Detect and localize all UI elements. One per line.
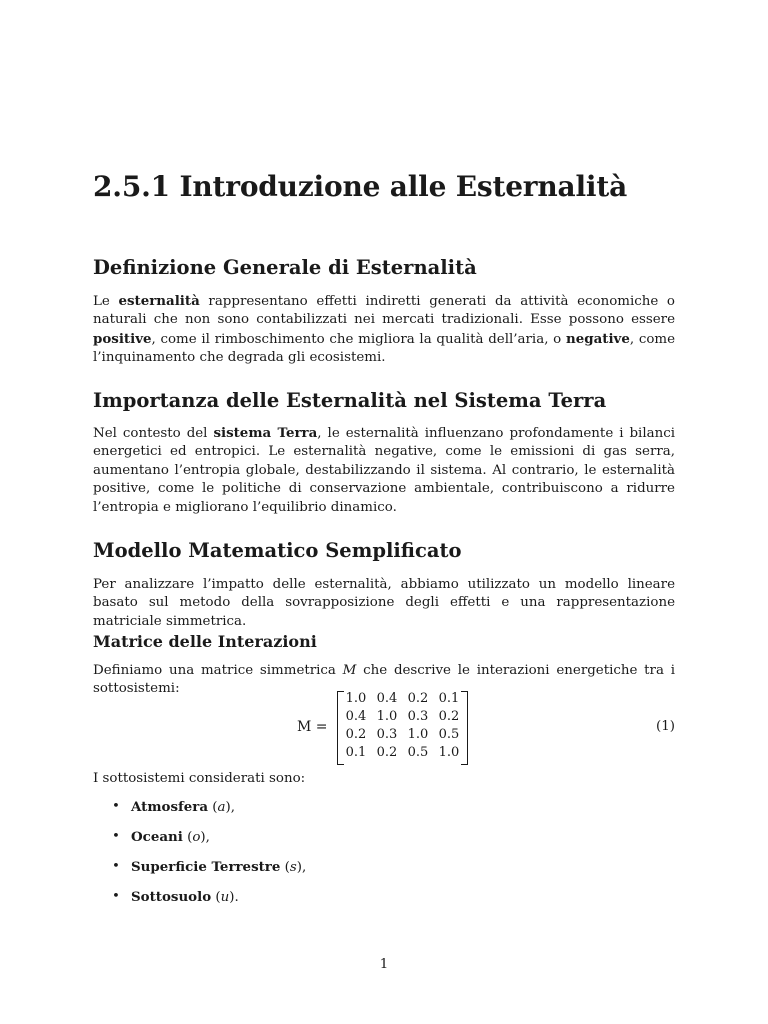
matrix-cell: 0.2 [376, 745, 398, 760]
matrix-cell: 1.0 [438, 745, 460, 760]
matrix-cell: 0.3 [407, 709, 429, 724]
symbol-m: M [342, 663, 357, 678]
subheading-matrice: Matrice delle Interazioni [93, 632, 317, 651]
matrix-cell: 0.5 [407, 745, 429, 760]
section-title: 2.5.1 Introduzione alle Esternalità [93, 170, 628, 203]
bullet-icon: • [112, 799, 120, 814]
subsystem-list [93, 798, 306, 918]
paragraph-list-intro: I sottosistemi considerati sono: [93, 771, 306, 786]
list-item: • Superficie Terrestre (s), [112, 859, 307, 875]
matrix-cell: 0.1 [438, 691, 460, 706]
bullet-icon: • [112, 829, 120, 844]
page-number: 1 [379, 957, 389, 972]
heading-definizione: Definizione Generale di Esternalità [93, 256, 477, 279]
matrix-cell: 1.0 [407, 727, 429, 742]
term-esternalita: esternalità [118, 293, 200, 309]
list-item: • Atmosfera (a), [112, 799, 235, 815]
bullet-icon: • [112, 859, 120, 874]
bullet-icon: • [112, 889, 120, 904]
matrix-cell: 0.1 [345, 745, 367, 760]
paragraph-modello: Per analizzare l’impatto delle esternalità, abbiamo utilizzato un modello lineare basato sul metodo della sovrapposizione degli effetti e una rappresentazione matriciale simmetrica. [93, 577, 675, 629]
paragraph-matrice: Definiamo una matrice simmetrica M che descrive le interazioni energetiche tra i sottosistemi: [93, 663, 675, 697]
matrix-cell: 0.2 [407, 691, 429, 706]
heading-importanza: Importanza delle Esternalità nel Sistema Terra [93, 389, 607, 412]
matrix-cell: 0.3 [376, 727, 398, 742]
term-positive: positive [93, 330, 152, 347]
matrix-cell: 0.4 [376, 691, 398, 706]
equation-lhs: M = [297, 719, 328, 735]
term-negative: negative [565, 330, 630, 347]
list-item: • Oceani (o), [112, 829, 210, 845]
matrix-cell: 1.0 [376, 709, 398, 724]
matrix-cell: 0.5 [438, 727, 460, 742]
equation-number: (1) [656, 719, 675, 734]
list-item: • Sottosuolo (u). [112, 889, 239, 905]
matrix-equation [93, 690, 675, 766]
heading-modello: Modello Matematico Semplificato [93, 539, 462, 562]
matrix-cell: 0.2 [438, 709, 460, 724]
matrix-cell: 0.4 [345, 709, 367, 724]
term-sistema-terra: sistema Terra [213, 425, 318, 441]
paragraph-importanza: Nel contesto del sistema Terra, le esternalità influenzano profondamente i bilanci energetici ed entropici. Le esternalità negative, come le emissioni di gas serra, aumentano l’entropia globale, destabilizzando il sistema. Al contrario, le esternalità positive, come le politiche di conservazione ambientale, contribuiscono a ridurre l’entropia e migliorano l’equilibrio dinamico. [93, 425, 676, 515]
matrix-cell: 1.0 [345, 691, 367, 706]
matrix-cell: 0.2 [345, 727, 367, 742]
paragraph-definizione: Le esternalità rappresentano effetti indiretti generati da attività economiche o naturali che non sono contabilizzati nei mercati tradizionali. Esse possono essere positive, come il rimboschimento che migliora la qualità dell’aria, o negative, come l’inquinamento che degrada gli ecosistemi. [93, 293, 676, 366]
